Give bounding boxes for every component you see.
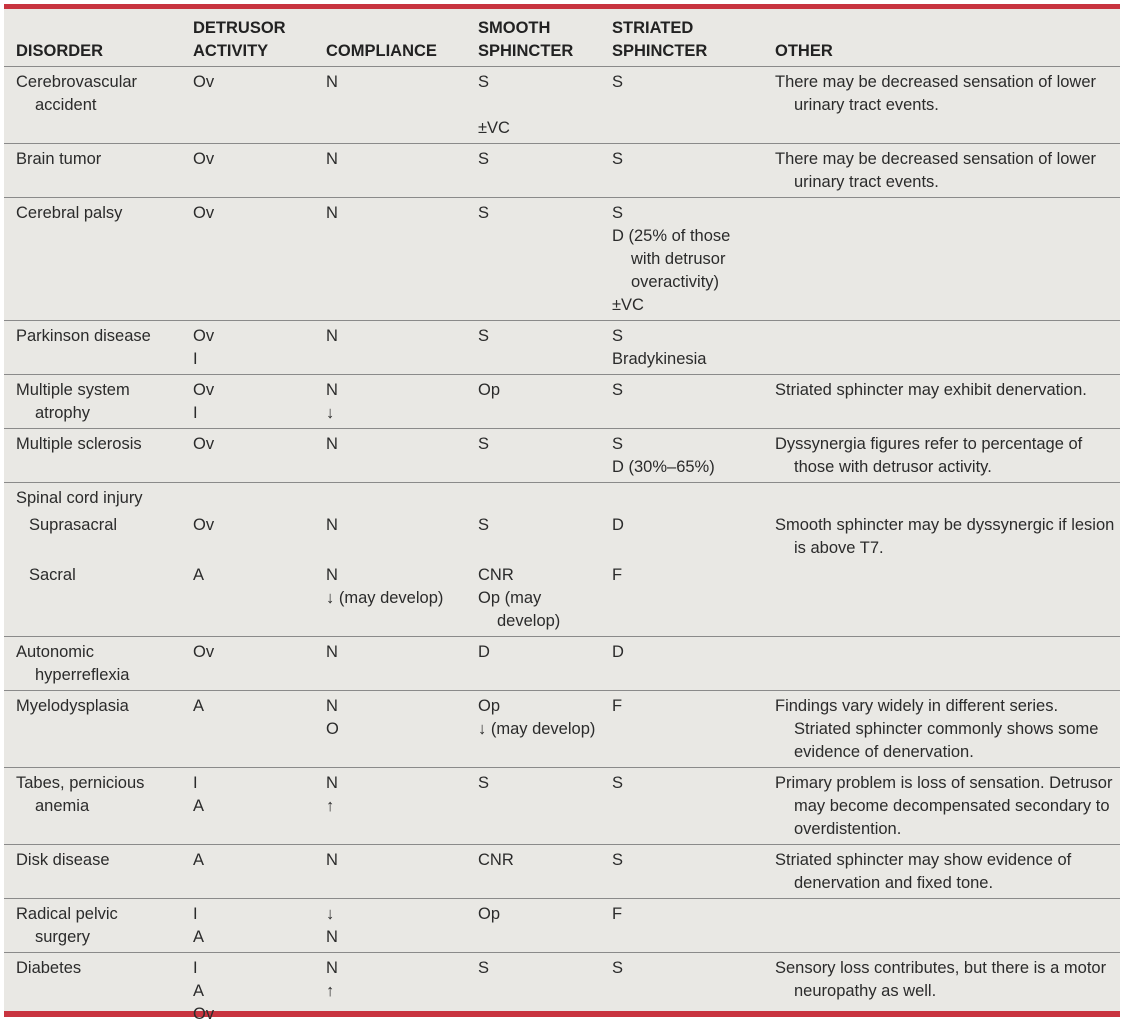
up-arrow-icon: ↑ (326, 982, 335, 1000)
detrusor-cell: Ov I (181, 321, 314, 375)
table-row (4, 691, 1120, 768)
other-cell: Findings vary widely in different series. Striated sphincter commonly shows some evidence of denervation. (763, 691, 1120, 768)
disorder-cell: Multiple sclerosis (4, 429, 181, 483)
striated-sphincter-cell: S (612, 959, 624, 977)
smooth-sphincter-cell: S (466, 198, 600, 321)
disorder-cell: Disk disease (4, 845, 181, 899)
disorder-cell: Cerebral palsy (4, 198, 181, 321)
other-cell: There may be decreased sensation of lower urinary tract events. (763, 67, 1120, 144)
table-body (4, 67, 1120, 1022)
smooth-sphincter-cell: S (466, 144, 600, 198)
striated-sphincter-cell: D (600, 637, 763, 691)
compliance-cell: N (314, 429, 466, 483)
striated-sphincter-cell: D (612, 516, 624, 534)
compliance-cell: N (314, 637, 466, 691)
detrusor-cell: A (181, 845, 314, 899)
detrusor-cell: I A (181, 768, 314, 845)
table-row (4, 321, 1120, 375)
compliance-cell: N ↓ (314, 375, 466, 429)
table-row (4, 768, 1120, 845)
table-row (4, 375, 1120, 429)
detrusor-cell: Ov (193, 516, 215, 534)
striated-sphincter-cell: F (600, 560, 763, 637)
disorder-cell: Suprasacral (29, 516, 118, 534)
detrusor-cell: Ov (181, 198, 314, 321)
detrusor-cell: Ov (181, 637, 314, 691)
disorder-cell: Spinal cord injury (16, 489, 143, 507)
table-row (4, 144, 1120, 198)
detrusor-cell: A (181, 560, 314, 637)
compliance-cell: ↓ N (314, 899, 466, 953)
other-cell: Primary problem is loss of sensation. Detrusor may become decompensated secondary to overdistention. (763, 768, 1120, 845)
other-cell (763, 198, 1120, 321)
disorder-cell: Sacral (4, 560, 181, 637)
disorder-table (4, 9, 1120, 1022)
smooth-sphincter-cell: Op (466, 899, 600, 953)
striated-sphincter-cell: S (600, 67, 763, 144)
table-row (4, 67, 1120, 144)
table-row (4, 899, 1120, 953)
detrusor-cell: Ov (181, 144, 314, 198)
header-row (4, 9, 1120, 67)
other-cell: Smooth sphincter may be dyssynergic if lesion is above T7. (775, 516, 1115, 557)
other-cell (763, 899, 1120, 953)
disorder-cell: Autonomic hyperreflexia (4, 637, 181, 691)
down-arrow-icon: ↓ (326, 404, 335, 422)
table-row (4, 637, 1120, 691)
table-row-group-heading (4, 483, 1120, 511)
smooth-sphincter-cell: S ±VC (466, 67, 600, 144)
disorder-cell: Parkinson disease (4, 321, 181, 375)
down-arrow-icon: ↓ (326, 905, 335, 923)
disorder-cell: Radical pelvic surgery (4, 899, 181, 953)
compliance-cell: N (314, 321, 466, 375)
header-other: OTHER (763, 9, 1120, 67)
other-cell: Dyssynergia figures refer to percentage of those with detrusor activity. (763, 429, 1120, 483)
compliance-cell: N (326, 516, 338, 534)
smooth-sphincter-cell: CNR Op (may develop) (466, 560, 600, 637)
header-striated-sphincter: STRIATED SPHINCTER (600, 9, 763, 67)
striated-sphincter-cell: F (600, 691, 763, 768)
disorder-cell: Tabes, pernicious anemia (4, 768, 181, 845)
compliance-cell: N (314, 67, 466, 144)
smooth-sphincter-cell: S (466, 429, 600, 483)
header-disorder: DISORDER (4, 9, 181, 67)
other-cell: Striated sphincter may exhibit denervation. (763, 375, 1120, 429)
detrusor-cell: A (181, 691, 314, 768)
smooth-sphincter-cell: CNR (466, 845, 600, 899)
table-row (4, 429, 1120, 483)
table-row (4, 845, 1120, 899)
disorder-cell: Myelodysplasia (4, 691, 181, 768)
table-row (4, 953, 1120, 1022)
striated-sphincter-cell: S (600, 375, 763, 429)
striated-sphincter-cell: S (600, 845, 763, 899)
table-panel (4, 4, 1120, 1022)
other-cell (763, 321, 1120, 375)
compliance-cell: N ↓ (may develop) (314, 560, 466, 637)
striated-sphincter-cell: F (600, 899, 763, 953)
striated-sphincter-cell: S D (30%–65%) (600, 429, 763, 483)
other-cell: Sensory loss contributes, but there is a motor neuropathy as well. (775, 959, 1107, 1000)
header-compliance: COMPLIANCE (314, 9, 466, 67)
table-row (4, 198, 1120, 321)
detrusor-cell: Ov I (181, 375, 314, 429)
other-cell: Striated sphincter may show evidence of denervation and fixed tone. (763, 845, 1120, 899)
table-row (4, 510, 1120, 560)
disorder-cell: Multiple system atrophy (4, 375, 181, 429)
smooth-sphincter-cell: S (478, 516, 490, 534)
compliance-cell: N (314, 198, 466, 321)
smooth-sphincter-cell: S (466, 768, 600, 845)
compliance-cell: N ↑ (314, 953, 466, 1022)
smooth-sphincter-cell: S (478, 959, 490, 977)
striated-sphincter-cell: S (600, 768, 763, 845)
smooth-sphincter-cell: Op ↓ (may develop) (466, 691, 600, 768)
detrusor-cell: I A (181, 899, 314, 953)
header-smooth-sphincter: SMOOTH SPHINCTER (466, 9, 600, 67)
compliance-cell: N (314, 144, 466, 198)
up-arrow-icon: ↑ (326, 797, 335, 815)
disorder-cell: Diabetes (16, 959, 82, 977)
smooth-sphincter-cell: D (466, 637, 600, 691)
table-row (4, 560, 1120, 637)
smooth-sphincter-cell: S (466, 321, 600, 375)
smooth-sphincter-cell: Op (466, 375, 600, 429)
compliance-cell: N ↑ (314, 768, 466, 845)
striated-sphincter-cell: S D (25% of those with detrusor overactivity) ±VC (600, 198, 763, 321)
detrusor-cell: Ov (181, 67, 314, 144)
other-cell (763, 560, 1120, 637)
striated-sphincter-cell: S Bradykinesia (600, 321, 763, 375)
striated-sphincter-cell: S (600, 144, 763, 198)
disorder-cell: Cerebrovascular accident (4, 67, 181, 144)
header-detrusor-activity: DETRUSOR ACTIVITY (181, 9, 314, 67)
compliance-cell: N (314, 845, 466, 899)
table-header (4, 9, 1120, 67)
detrusor-cell: I A Ov (193, 959, 215, 1022)
compliance-cell: N O (314, 691, 466, 768)
other-cell (763, 637, 1120, 691)
disorder-cell: Brain tumor (4, 144, 181, 198)
detrusor-cell: Ov (181, 429, 314, 483)
other-cell: There may be decreased sensation of lower urinary tract events. (763, 144, 1120, 198)
